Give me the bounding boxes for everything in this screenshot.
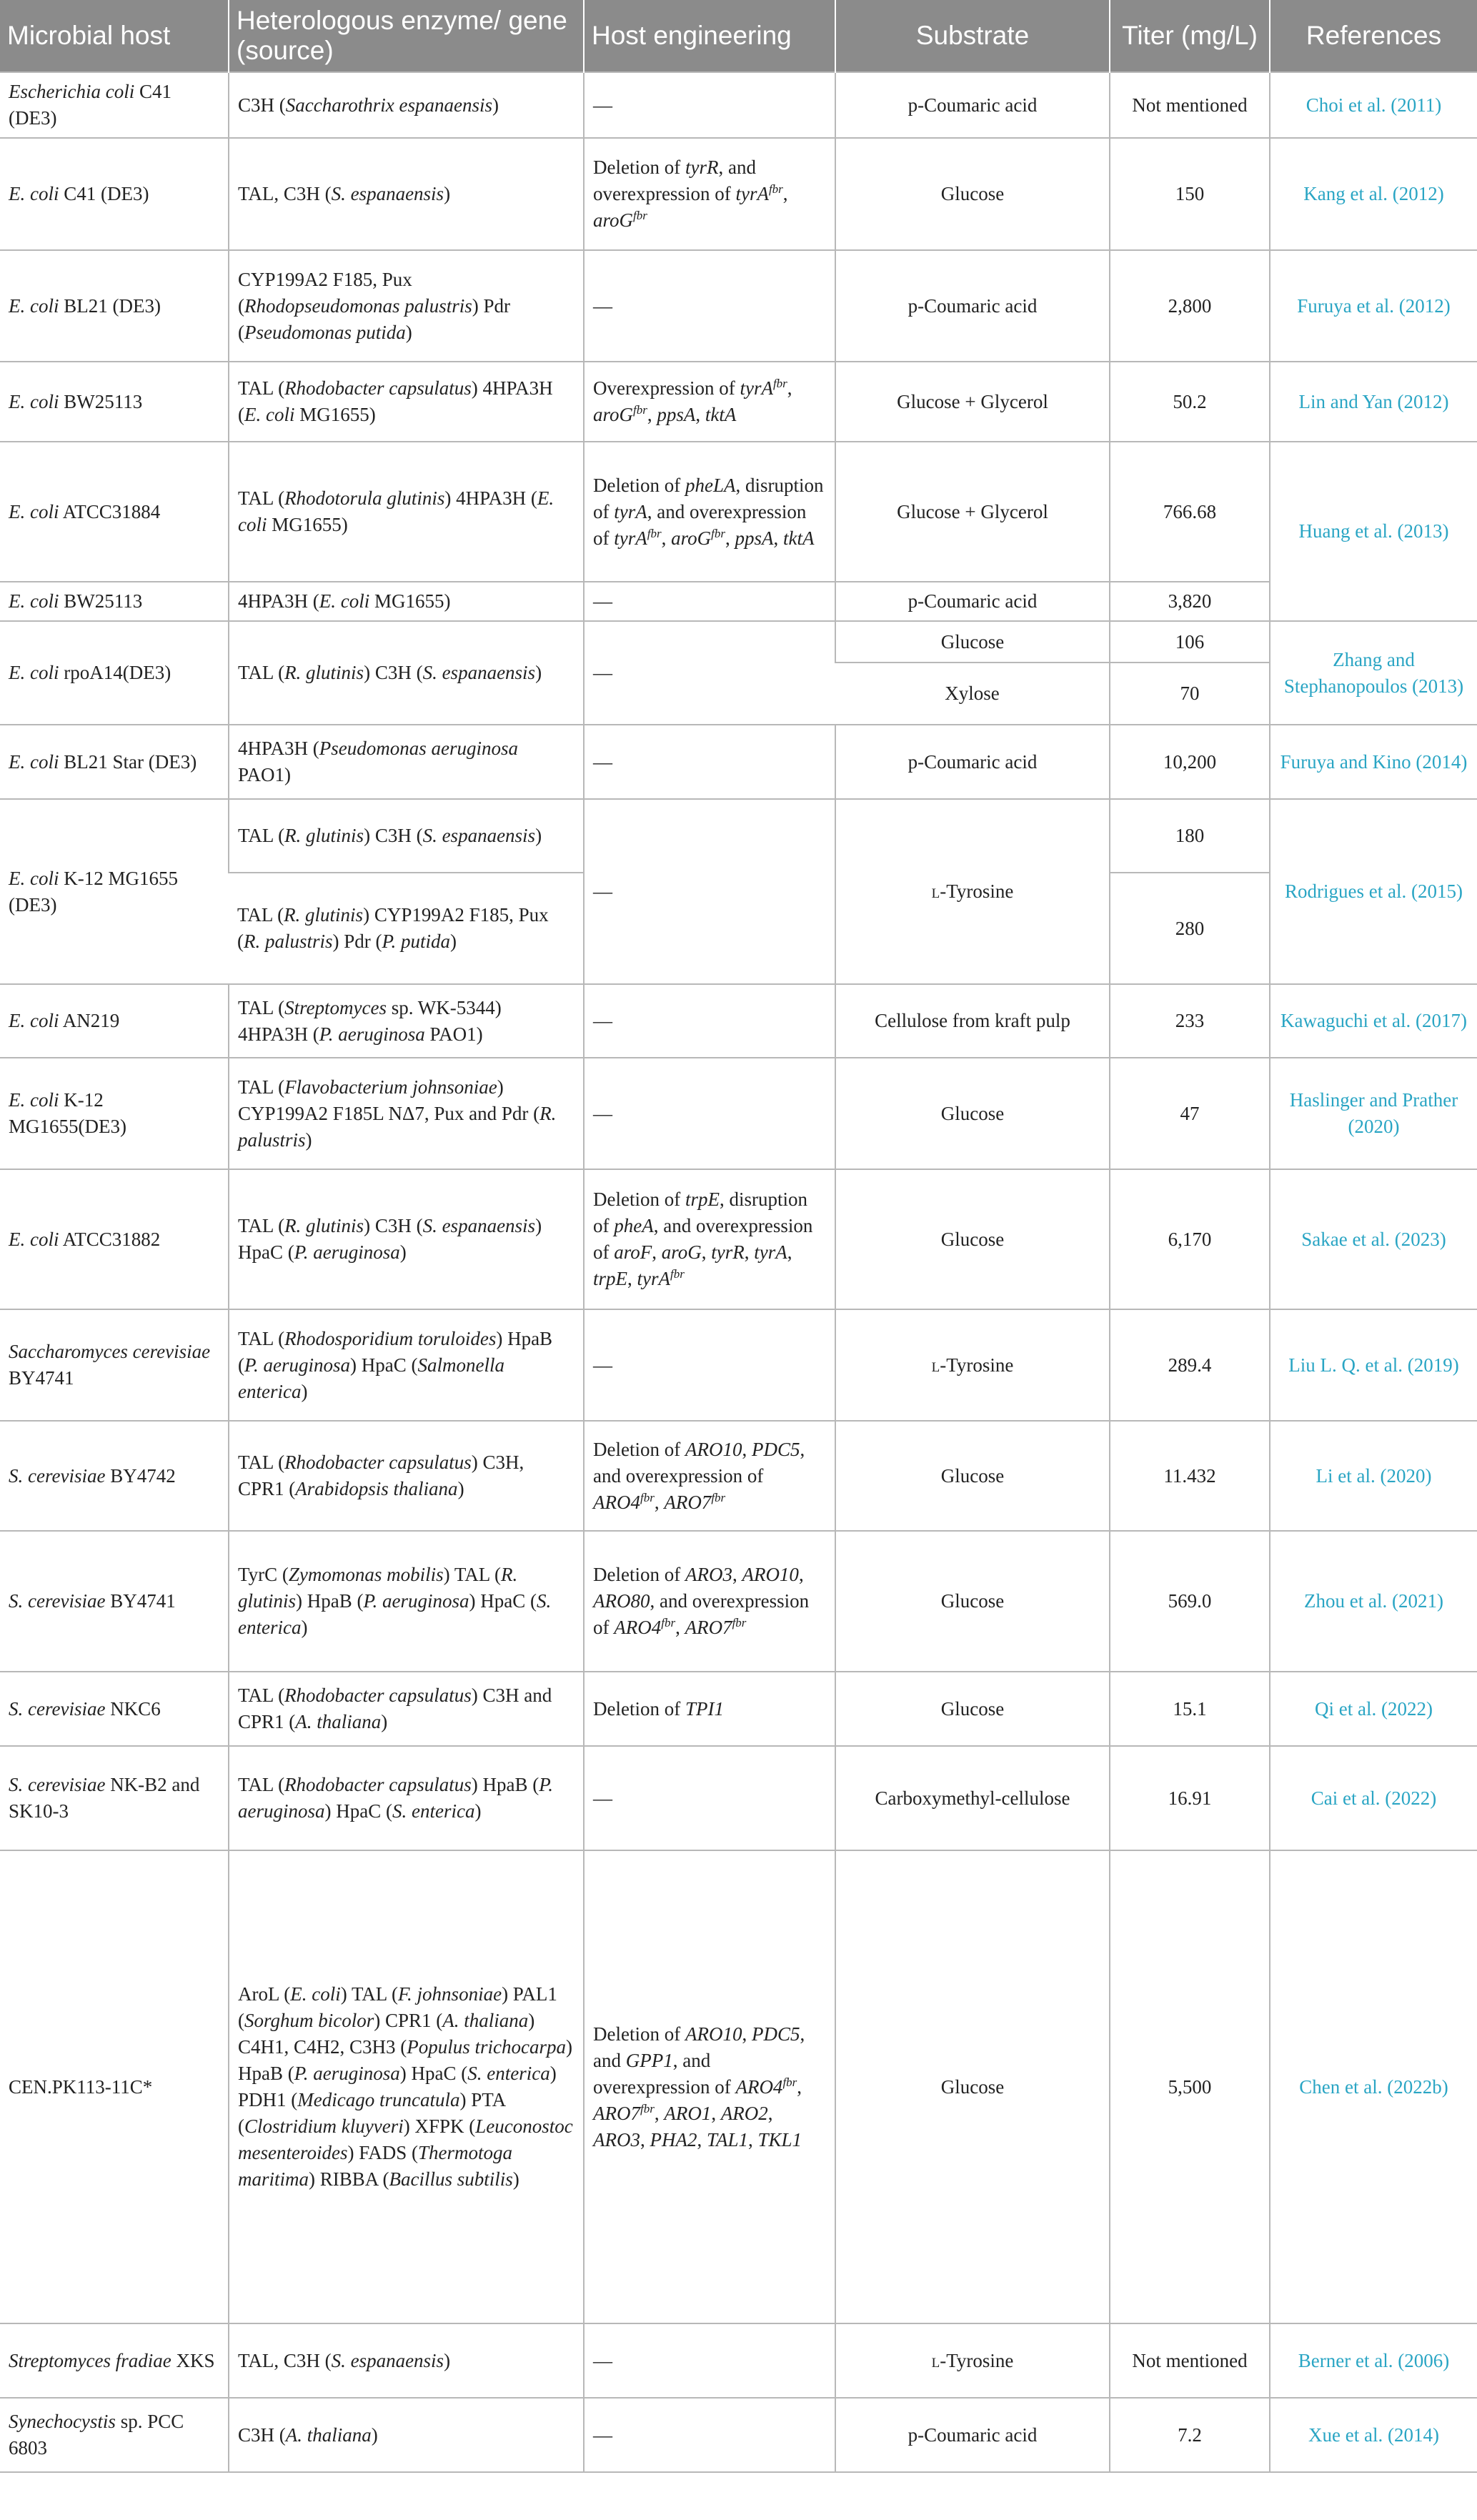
titer-cell: 50.2 — [1110, 362, 1270, 442]
enzyme-cell: AroL (E. coli) TAL (F. johnsoniae) PAL1 (Sorghum bicolor) CPR1 (A. thaliana) C4H1, C4H2, C3H3 (Populus trichocarpa) HpaB (P. aeruginosa) HpaC (S. enterica) PDH1 (Medicago truncatula) PTA (Clostridium kluyveri) XFPK (Leuconostoc mesenteroides) FADS (Thermotoga maritima) RIBBA (Bacillus subtilis) — [229, 1850, 584, 2323]
enzyme-cell: TAL (R. glutinis) CYP199A2 F185, Pux (R. palustris) Pdr (P. putida) — [229, 873, 584, 984]
enzyme-cell: TAL (R. glutinis) C3H (S. espanaensis) — [229, 799, 584, 873]
substrate-cell: p-Coumaric acid — [835, 250, 1110, 362]
titer-cell: 47 — [1110, 1058, 1270, 1169]
engineering-cell: — — [584, 621, 835, 725]
substrate-cell: Xylose — [835, 663, 1110, 725]
titer-cell: Not mentioned — [1110, 72, 1270, 138]
host-cell: E. coli rpoA14(DE3) — [0, 621, 229, 725]
substrate-cell: Glucose + Glycerol — [835, 442, 1110, 582]
engineering-cell: Deletion of ARO10, PDC5, and GPP1, and overexpression of $ARO4^{fbr}$, $ARO7^{fbr}$, ARO1, ARO2, ARO3, PHA2, TAL1, TKL1 — [584, 1850, 835, 2323]
table-row — [0, 2323, 1477, 2398]
reference-link[interactable]: Liu L. Q. et al. (2019) — [1270, 1309, 1477, 1421]
titer-cell: 180 — [1110, 799, 1270, 873]
table-row — [0, 1672, 1477, 1746]
host-cell: E. coli BL21 (DE3) — [0, 250, 229, 362]
enzyme-cell: TAL (Rhodobacter capsulatus) HpaB (P. aeruginosa) HpaC (S. enterica) — [229, 1746, 584, 1850]
enzyme-cell: CYP199A2 F185, Pux (Rhodopseudomonas palustris) Pdr (Pseudomonas putida) — [229, 250, 584, 362]
substrate-cell: Glucose — [835, 1672, 1110, 1746]
substrate-cell: l-Tyrosine — [835, 2323, 1110, 2398]
host-cell: Synechocystis sp. PCC 6803 — [0, 2398, 229, 2472]
titer-cell: 3,820 — [1110, 582, 1270, 621]
host-cell: E. coli AN219 — [0, 984, 229, 1058]
enzyme-cell: TAL (R. glutinis) C3H (S. espanaensis) HpaC (P. aeruginosa) — [229, 1169, 584, 1309]
titer-cell: 16.91 — [1110, 1746, 1270, 1850]
enzyme-cell: TAL (Streptomyces sp. WK-5344) 4HPA3H (P. aeruginosa PAO1) — [229, 984, 584, 1058]
table-row — [0, 1531, 1477, 1672]
host-cell: E. coli K-12 MG1655(DE3) — [0, 1058, 229, 1169]
table-row — [0, 621, 1477, 663]
table-row — [0, 250, 1477, 362]
engineering-cell: Deletion of ARO10, PDC5, and overexpression of $ARO4^{fbr}$, $ARO7^{fbr}$ — [584, 1421, 835, 1531]
enzyme-cell: C3H (A. thaliana) — [229, 2398, 584, 2472]
table-row — [0, 984, 1477, 1058]
engineering-cell: — — [584, 984, 835, 1058]
column-header-titer: Titer (mg/L) — [1110, 0, 1270, 72]
reference-link[interactable]: Lin and Yan (2012) — [1270, 362, 1477, 442]
enzyme-cell: TAL (Rhodobacter capsulatus) 4HPA3H (E. coli MG1655) — [229, 362, 584, 442]
host-cell: E. coli ATCC31882 — [0, 1169, 229, 1309]
host-cell: E. coli BL21 Star (DE3) — [0, 725, 229, 799]
reference-link[interactable]: Huang et al. (2013) — [1270, 442, 1477, 621]
table-row — [0, 1058, 1477, 1169]
substrate-cell: p-Coumaric acid — [835, 2398, 1110, 2472]
table-row — [0, 799, 1477, 873]
host-cell: Streptomyces fradiae XKS — [0, 2323, 229, 2398]
host-cell: CEN.PK113-11C* — [0, 1850, 229, 2323]
engineering-cell: Deletion of tyrR, and overexpression of tyrA$^{fbr}$, aroG$^{fbr}$ — [584, 138, 835, 250]
enzyme-cell: TAL (Rhodobacter capsulatus) C3H and CPR1 (A. thaliana) — [229, 1672, 584, 1746]
titer-cell: 289.4 — [1110, 1309, 1270, 1421]
enzyme-cell: TAL (Flavobacterium johnsoniae) CYP199A2 F185L NΔ7, Pux and Pdr (R. palustris) — [229, 1058, 584, 1169]
substrate-cell: p-Coumaric acid — [835, 725, 1110, 799]
table-row — [0, 138, 1477, 250]
engineering-cell: — — [584, 1309, 835, 1421]
enzyme-cell: TAL (R. glutinis) C3H (S. espanaensis) — [229, 621, 584, 725]
enzyme-cell: 4HPA3H (Pseudomonas aeruginosa PAO1) — [229, 725, 584, 799]
titer-cell: 150 — [1110, 138, 1270, 250]
column-header-enzyme: Heterologous enzyme/ gene (source) — [229, 0, 584, 72]
engineering-cell: — — [584, 72, 835, 138]
substrate-cell: Glucose — [835, 1421, 1110, 1531]
column-header-references: References — [1270, 0, 1477, 72]
reference-link[interactable]: Li et al. (2020) — [1270, 1421, 1477, 1531]
substrate-cell: p-Coumaric acid — [835, 72, 1110, 138]
host-cell: S. cerevisiae NK-B2 and SK10-3 — [0, 1746, 229, 1850]
reference-link[interactable]: Furuya et al. (2012) — [1270, 250, 1477, 362]
table-row — [0, 1169, 1477, 1309]
substrate-cell: Glucose — [835, 1850, 1110, 2323]
enzyme-cell: TAL (Rhodosporidium toruloides) HpaB (P. aeruginosa) HpaC (Salmonella enterica) — [229, 1309, 584, 1421]
host-cell: E. coli C41 (DE3) — [0, 138, 229, 250]
table-row — [0, 72, 1477, 138]
titer-cell: 10,200 — [1110, 725, 1270, 799]
host-cell: E. coli ATCC31884 — [0, 442, 229, 582]
host-cell: E. coli BW25113 — [0, 362, 229, 442]
engineering-cell: Deletion of TPI1 — [584, 1672, 835, 1746]
table-row — [0, 1850, 1477, 2323]
substrate-cell: Glucose — [835, 1531, 1110, 1672]
engineering-cell: Overexpression of tyrA$^{fbr}$, aroG$^{fbr}$, ppsA, tktA — [584, 362, 835, 442]
titer-cell: 6,170 — [1110, 1169, 1270, 1309]
titer-cell: 280 — [1110, 873, 1270, 984]
engineering-cell: Deletion of pheLA, disruption of tyrA, and overexpression of tyrA$^{fbr}$, aroG$^{fbr}$, ppsA, tktA — [584, 442, 835, 582]
table-row — [0, 582, 1477, 621]
reference-link[interactable]: Zhang and Stephanopoulos (2013) — [1270, 621, 1477, 725]
reference-link[interactable]: Haslinger and Prather (2020) — [1270, 1058, 1477, 1169]
engineering-cell: — — [584, 2323, 835, 2398]
column-header-substrate: Substrate — [835, 0, 1110, 72]
reference-link[interactable]: Berner et al. (2006) — [1270, 2323, 1477, 2398]
reference-link[interactable]: Kawaguchi et al. (2017) — [1270, 984, 1477, 1058]
reference-link[interactable]: Cai et al. (2022) — [1270, 1746, 1477, 1850]
substrate-cell: l-Tyrosine — [835, 799, 1110, 984]
titer-cell: 70 — [1110, 663, 1270, 725]
table-row — [0, 1746, 1477, 1850]
engineering-cell: — — [584, 2398, 835, 2472]
substrate-cell: Cellulose from kraft pulp — [835, 984, 1110, 1058]
enzyme-cell: TAL, C3H (S. espanaensis) — [229, 138, 584, 250]
table-row — [0, 1309, 1477, 1421]
engineering-cell: — — [584, 1058, 835, 1169]
titer-cell: 766.68 — [1110, 442, 1270, 582]
engineering-cell: Deletion of trpE, disruption of pheA, and overexpression of aroF, aroG, tyrR, tyrA, trpE, tyrA$^{fbr}$ — [584, 1169, 835, 1309]
enzyme-cell: 4HPA3H (E. coli MG1655) — [229, 582, 584, 621]
engineering-cell: — — [584, 582, 835, 621]
titer-cell: 2,800 — [1110, 250, 1270, 362]
enzyme-cell: C3H (Saccharothrix espanaensis) — [229, 72, 584, 138]
table-row — [0, 2398, 1477, 2472]
host-cell: S. cerevisiae NKC6 — [0, 1672, 229, 1746]
table-row — [0, 442, 1477, 582]
substrate-cell: Glucose + Glycerol — [835, 362, 1110, 442]
substrate-cell: Glucose — [835, 138, 1110, 250]
enzyme-cell: TAL, C3H (S. espanaensis) — [229, 2323, 584, 2398]
substrate-cell: Glucose — [835, 1169, 1110, 1309]
engineering-cell: — — [584, 250, 835, 362]
substrate-cell: p-Coumaric acid — [835, 582, 1110, 621]
host-cell: E. coli K-12 MG1655 (DE3) — [0, 799, 229, 984]
host-cell: Escherichia coli C41 (DE3) — [0, 72, 229, 138]
reference-link[interactable]: Sakae et al. (2023) — [1270, 1169, 1477, 1309]
reference-link[interactable]: Zhou et al. (2021) — [1270, 1531, 1477, 1672]
engineering-cell: — — [584, 1746, 835, 1850]
header-row — [0, 0, 1477, 72]
table-row — [0, 1421, 1477, 1531]
enzyme-cell: TAL (Rhodotorula glutinis) 4HPA3H (E. coli MG1655) — [229, 442, 584, 582]
substrate-cell: l-Tyrosine — [835, 1309, 1110, 1421]
titer-cell: 15.1 — [1110, 1672, 1270, 1746]
titer-cell: Not mentioned — [1110, 2323, 1270, 2398]
titer-cell: 106 — [1110, 621, 1270, 663]
reference-link[interactable]: Qi et al. (2022) — [1270, 1672, 1477, 1746]
reference-link[interactable]: Rodrigues et al. (2015) — [1270, 799, 1477, 984]
titer-cell: 7.2 — [1110, 2398, 1270, 2472]
substrate-cell: Carboxymethyl-cellulose — [835, 1746, 1110, 1850]
substrate-cell: Glucose — [835, 1058, 1110, 1169]
engineering-cell: — — [584, 799, 835, 984]
column-header-engineering: Host engineering — [584, 0, 835, 72]
titer-cell: 11.432 — [1110, 1421, 1270, 1531]
substrate-cell: Glucose — [835, 621, 1110, 663]
reference-link[interactable]: Kang et al. (2012) — [1270, 138, 1477, 250]
host-cell: S. cerevisiae BY4742 — [0, 1421, 229, 1531]
engineering-cell: Deletion of ARO3, ARO10, ARO80, and overexpression of $ARO4^{fbr}$, $ARO7^{fbr}$ — [584, 1531, 835, 1672]
enzyme-cell: TyrC (Zymomonas mobilis) TAL (R. glutinis) HpaB (P. aeruginosa) HpaC (S. enterica) — [229, 1531, 584, 1672]
enzyme-cell: TAL (Rhodobacter capsulatus) C3H, CPR1 (Arabidopsis thaliana) — [229, 1421, 584, 1531]
reference-link[interactable]: Furuya and Kino (2014) — [1270, 725, 1477, 799]
table-row — [0, 725, 1477, 799]
reference-link[interactable]: Chen et al. (2022b) — [1270, 1850, 1477, 2323]
column-header-host: Microbial host — [0, 0, 229, 72]
engineering-cell: — — [584, 725, 835, 799]
reference-link[interactable]: Xue et al. (2014) — [1270, 2398, 1477, 2472]
titer-cell: 233 — [1110, 984, 1270, 1058]
titer-cell: 569.0 — [1110, 1531, 1270, 1672]
reference-link[interactable]: Choi et al. (2011) — [1270, 72, 1477, 138]
titer-cell: 5,500 — [1110, 1850, 1270, 2323]
table-row — [0, 362, 1477, 442]
host-cell: S. cerevisiae BY4741 — [0, 1531, 229, 1672]
host-cell: E. coli BW25113 — [0, 582, 229, 621]
host-cell: Saccharomyces cerevisiae BY4741 — [0, 1309, 229, 1421]
